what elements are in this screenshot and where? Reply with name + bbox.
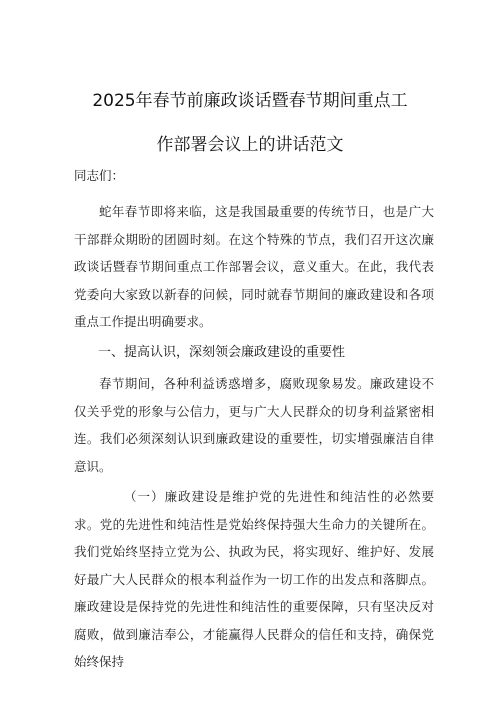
paragraph-intro: 蛇年春节即将来临，这是我国最重要的传统节日，也是广大干部群众期盼的团圆时刻。在这个特殊的节点，我们召开这次廉政谈话暨春节期间重点工作部署会议，意义重大。在此，我代表党委向大家致以新春的问候，同时就春节期间的廉政建设和各项重点工作提出明确要求。 [74,204,434,329]
paragraph-section-1: 春节期间，各种利益诱惑增多，腐败现象易发。廉政建设不仅关乎党的形象与公信力，更与广大人民群众的切身利益紧密相连。我们必须深刻认识到廉政建设的重要性，切实增强廉洁自律意识。 [74,376,434,474]
greeting: 同志们： [74,168,125,183]
section-heading-1: 一、提高认识，深刻领会廉政建设的重要性 [98,345,346,360]
paragraph-subsection-1: （一）廉政建设是维护党的先进性和纯洁性的必然要求。党的先进性和纯洁性是党始终保持强大生命力的关键所在。我们党始终坚持立党为公、执政为民，将实现好、维护好、发展好最广大人民群众的根本利益作为一切工作的出发点和落脚点。廉政建设是保持党的先进性和纯洁性的重要保障，只有坚决反对腐败，做到廉洁奉公，才能赢得人民群众的信任和支持，确保党始终保持 [74,489,434,669]
document-title-line-2: 作部署会议上的讲话范文 [156,135,344,155]
document-title-line-1: 2025年春节前廉政谈话暨春节期间重点工 [92,91,408,111]
